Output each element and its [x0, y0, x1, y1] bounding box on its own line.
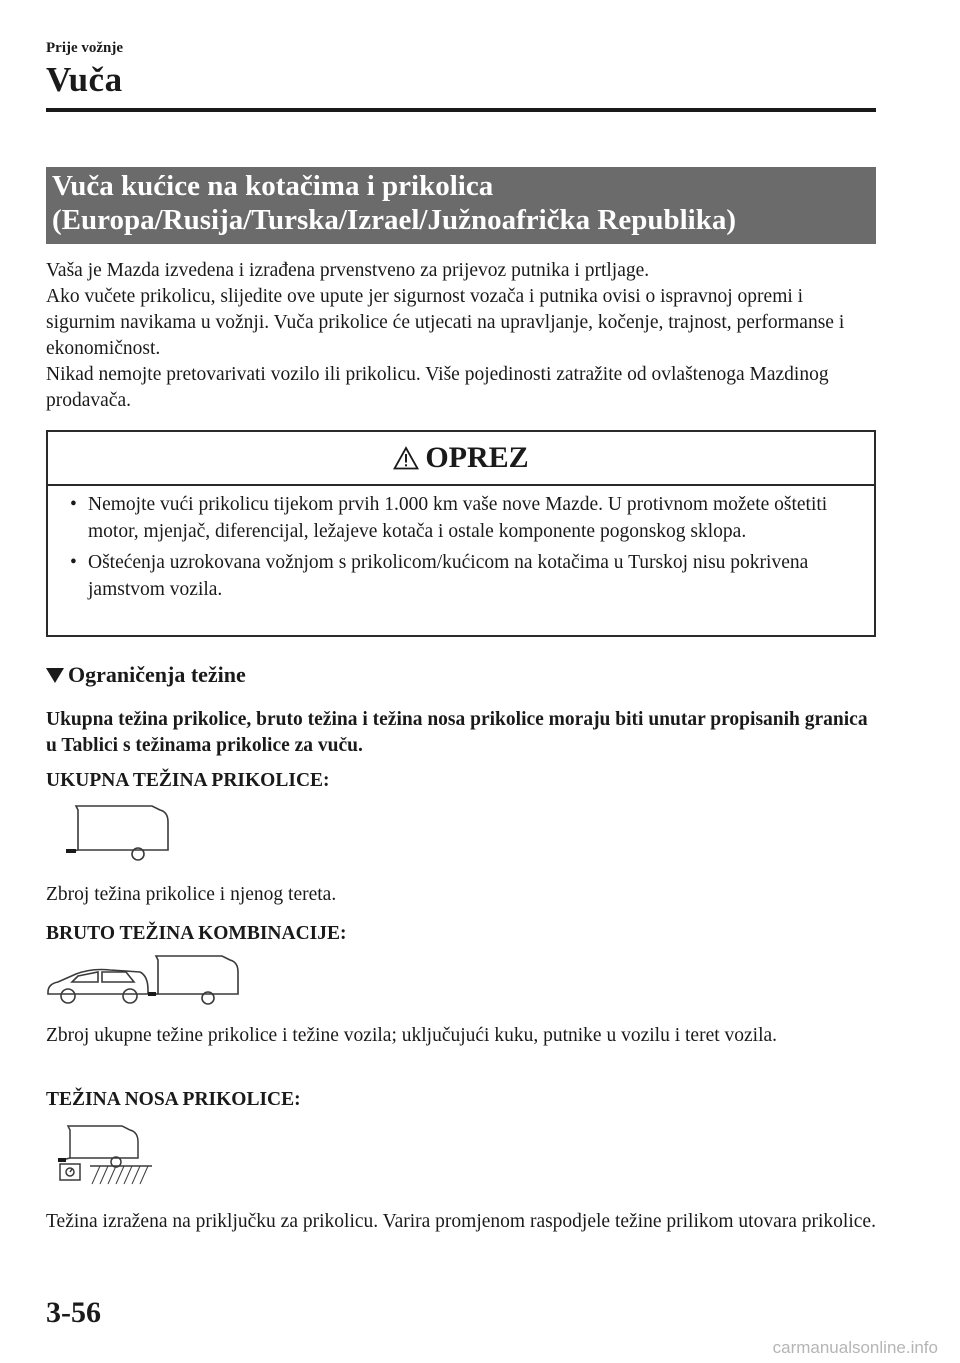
caution-header	[48, 432, 874, 486]
bullet: •	[70, 552, 77, 573]
page-number: 3-56	[46, 1296, 101, 1329]
weight-limits-heading-text: Ograničenja težine	[68, 662, 246, 687]
chapter-label: Prije vožnje	[46, 40, 124, 56]
car-trailer-icon	[44, 950, 244, 1010]
bullet: •	[70, 494, 77, 515]
tongue-scale-icon	[56, 1120, 156, 1190]
intro-paragraph: Vaša je Mazda izvedena i izrađena prvenstveno za prijevoz putnika i prtljage.	[46, 260, 650, 281]
banner-title-line2: (Europa/Rusija/Turska/Izrael/Južnoafrička Republika)	[52, 204, 737, 236]
tongue-weight-description: Težina izražena na priključku za prikolicu. Varira promjenom raspodjele težine prilikom utovara prikolice.	[46, 1211, 876, 1232]
tongue-weight-heading: TEŽINA NOSA PRIKOLICE:	[46, 1089, 301, 1110]
gross-weight-description: Zbroj ukupne težine prikolice i težine vozila; uključujući kuku, putnike u vozilu i teret vozila.	[46, 1025, 778, 1046]
trailer-icon	[64, 800, 176, 864]
warning-triangle-icon	[393, 446, 419, 470]
intro-paragraph: Ako vučete prikolicu, slijedite ove upute jer sigurnost vozača i putnika ovisi o ispravnoj opremi i sigurnim navikama u vožnji. Vuča prikolice će utjecati na upravljanje, kočenje, trajnost, performanse i ekonomičnost.	[46, 286, 845, 359]
weight-limits-lead: Ukupna težina prikolice, bruto težina i težina nosa prikolice moraju biti unutar propisanih granica u Tablici s težinama prikolice za vuču.	[46, 709, 868, 756]
weight-limits-heading	[46, 662, 246, 688]
topic-banner	[46, 167, 876, 244]
trailer-total-description: Zbroj težina prikolice i njenog tereta.	[46, 884, 337, 905]
trailer-total-heading: UKUPNA TEŽINA PRIKOLICE:	[46, 770, 330, 791]
watermark-url: carmanualsonline.info	[772, 1338, 938, 1357]
intro-text	[46, 258, 876, 414]
caution-list	[48, 486, 874, 603]
caution-item-text: Nemojte vući prikolicu tijekom prvih 1.000 km vaše nove Mazde. U protivnom možete oštetiti motor, mjenjač, diferencijal, ležajeve kotača i ostale komponente pogonskog sklopa.	[88, 494, 828, 542]
header-rule	[46, 108, 876, 112]
intro-paragraph: Nikad nemojte pretovarivati vozilo ili prikolicu. Više pojedinosti zatražite od ovlaštenoga Mazdinog prodavača.	[46, 364, 829, 411]
caution-item	[70, 492, 854, 545]
caution-item-text: Oštećenja uzrokovana vožnjom s prikolicom/kućicom na kotačima u Turskoj nisu pokrivena jamstvom vozila.	[88, 552, 809, 600]
section-title: Vuča	[46, 60, 123, 99]
down-triangle-icon	[46, 668, 64, 683]
caution-title: OPREZ	[425, 441, 529, 474]
banner-title-line1: Vuča kućice na kotačima i prikolica	[52, 170, 494, 202]
caution-item	[70, 550, 854, 603]
gross-weight-heading: BRUTO TEŽINA KOMBINACIJE:	[46, 923, 347, 944]
caution-box	[46, 430, 876, 637]
